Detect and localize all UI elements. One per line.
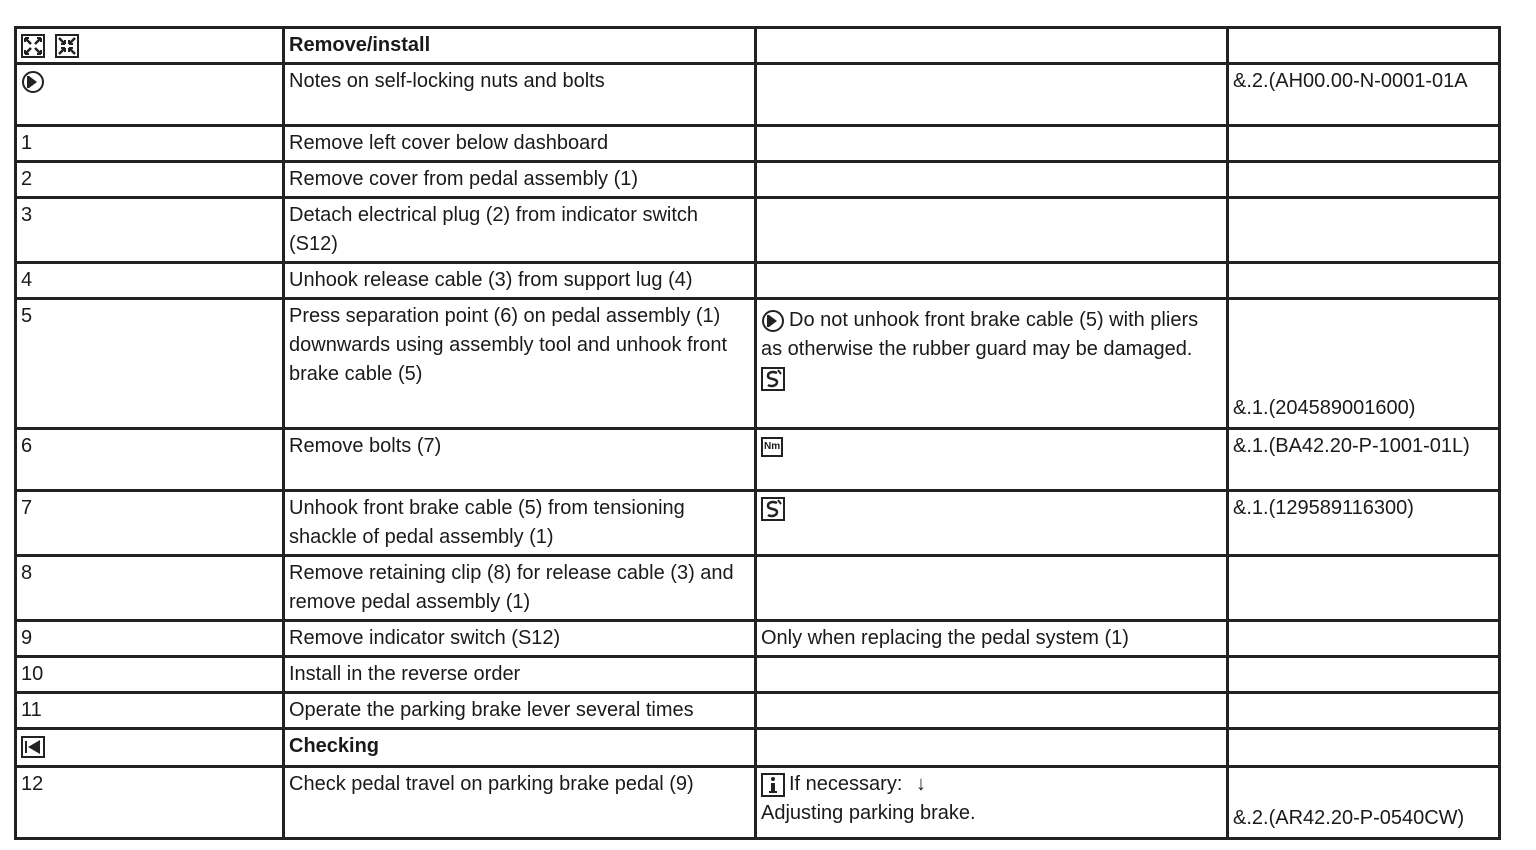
step-number: 5 (16, 299, 284, 429)
table-row (16, 693, 1500, 729)
down-arrow-icon[interactable]: ↓ (915, 773, 926, 795)
step-ref (1228, 64, 1500, 126)
info-text: If necessary: (789, 773, 903, 795)
step-note (756, 429, 1228, 491)
step-ref (1228, 621, 1500, 657)
table-row (16, 64, 1500, 126)
note-icon (21, 70, 45, 94)
step-note (756, 198, 1228, 263)
step-action: Detach electrical plug (2) from indicator switch (S12) (284, 198, 756, 263)
step-note (756, 693, 1228, 729)
check-arrow-icon[interactable] (21, 735, 45, 759)
step-ref (1228, 299, 1500, 429)
ref-link[interactable]: &.1.(204589001600) (1233, 397, 1416, 419)
step-action: Install in the reverse order (284, 657, 756, 693)
header-icons-cell (16, 28, 284, 64)
step-number: 9 (16, 621, 284, 657)
expand-icon[interactable] (21, 34, 45, 58)
header-ref-cell (1228, 28, 1500, 64)
step-number: 11 (16, 693, 284, 729)
step-action: Unhook release cable (3) from support lug (4) (284, 263, 756, 299)
checking-note-cell (756, 729, 1228, 767)
collapse-icon[interactable] (55, 34, 79, 58)
step-ref (1228, 491, 1500, 556)
torque-icon[interactable]: Nm (761, 437, 783, 457)
step-ref (1228, 767, 1500, 839)
step-action: Remove bolts (7) (284, 429, 756, 491)
step-note (756, 126, 1228, 162)
ref-link[interactable]: &.2.(AR42.20-P-0540CW) (1233, 807, 1465, 829)
step-ref (1228, 429, 1500, 491)
checking-title: Checking (284, 729, 756, 767)
checking-ref-cell (1228, 729, 1500, 767)
step-action: Check pedal travel on parking brake pedal (9) (284, 767, 756, 839)
table-row (16, 657, 1500, 693)
note-icon-cell (16, 64, 284, 126)
step-note (756, 299, 1228, 429)
step-ref (1228, 198, 1500, 263)
step-note (756, 64, 1228, 126)
step-action: Remove indicator switch (S12) (284, 621, 756, 657)
step-action: Operate the parking brake lever several times (284, 693, 756, 729)
step-number: 6 (16, 429, 284, 491)
checking-row (16, 729, 1500, 767)
table-row (16, 621, 1500, 657)
step-number: 12 (16, 767, 284, 839)
step-action: Unhook front brake cable (5) from tensioning shackle of pedal assembly (1) (284, 491, 756, 556)
table-row (16, 126, 1500, 162)
table-row (16, 429, 1500, 491)
step-action: Remove left cover below dashboard (284, 126, 756, 162)
special-tool-icon[interactable] (761, 497, 785, 521)
special-tool-icon[interactable] (761, 367, 785, 391)
step-number: 8 (16, 556, 284, 621)
procedure-sheet (14, 26, 1501, 840)
header-row (16, 28, 1500, 64)
step-action: Remove retaining clip (8) for release cable (3) and remove pedal assembly (1) (284, 556, 756, 621)
step-note: Only when replacing the pedal system (1) (756, 621, 1228, 657)
note-icon (761, 309, 785, 333)
step-note (756, 556, 1228, 621)
step-number: 10 (16, 657, 284, 693)
step-ref (1228, 556, 1500, 621)
ref-link[interactable]: &.2.(AH00.00-N-0001-01A (1233, 70, 1468, 92)
ref-link[interactable]: &.1.(129589116300) (1233, 497, 1414, 519)
step-note (756, 162, 1228, 198)
step-ref (1228, 162, 1500, 198)
table-row (16, 198, 1500, 263)
step-note (756, 263, 1228, 299)
ref-link[interactable]: &.1.(BA42.20-P-1001-01L) (1233, 435, 1470, 457)
header-note-cell (756, 28, 1228, 64)
step-ref (1228, 263, 1500, 299)
step-ref (1228, 126, 1500, 162)
step-ref (1228, 657, 1500, 693)
step-action: Press separation point (6) on pedal assembly (1) downwards using assembly tool and unhook front brake cable (5) (284, 299, 756, 429)
step-number: 4 (16, 263, 284, 299)
table-row (16, 491, 1500, 556)
step-action: Notes on self-locking nuts and bolts (284, 64, 756, 126)
step-number: 3 (16, 198, 284, 263)
step-note (756, 491, 1228, 556)
step-ref (1228, 693, 1500, 729)
step-number: 1 (16, 126, 284, 162)
section-title: Remove/install (284, 28, 756, 64)
table-row (16, 263, 1500, 299)
step-number: 7 (16, 491, 284, 556)
table-row (16, 556, 1500, 621)
check-icon-cell (16, 729, 284, 767)
step-number: 2 (16, 162, 284, 198)
table-row (16, 767, 1500, 839)
table-row (16, 299, 1500, 429)
info-icon[interactable] (761, 773, 785, 797)
step-note (756, 767, 1228, 839)
step-note (756, 657, 1228, 693)
step-action: Remove cover from pedal assembly (1) (284, 162, 756, 198)
warning-text: Do not unhook front brake cable (5) with pliers as otherwise the rubber guard may be damaged. (761, 309, 1199, 360)
procedure-table (14, 26, 1501, 840)
adjust-link[interactable]: Adjusting parking brake. (761, 802, 976, 824)
table-row (16, 162, 1500, 198)
